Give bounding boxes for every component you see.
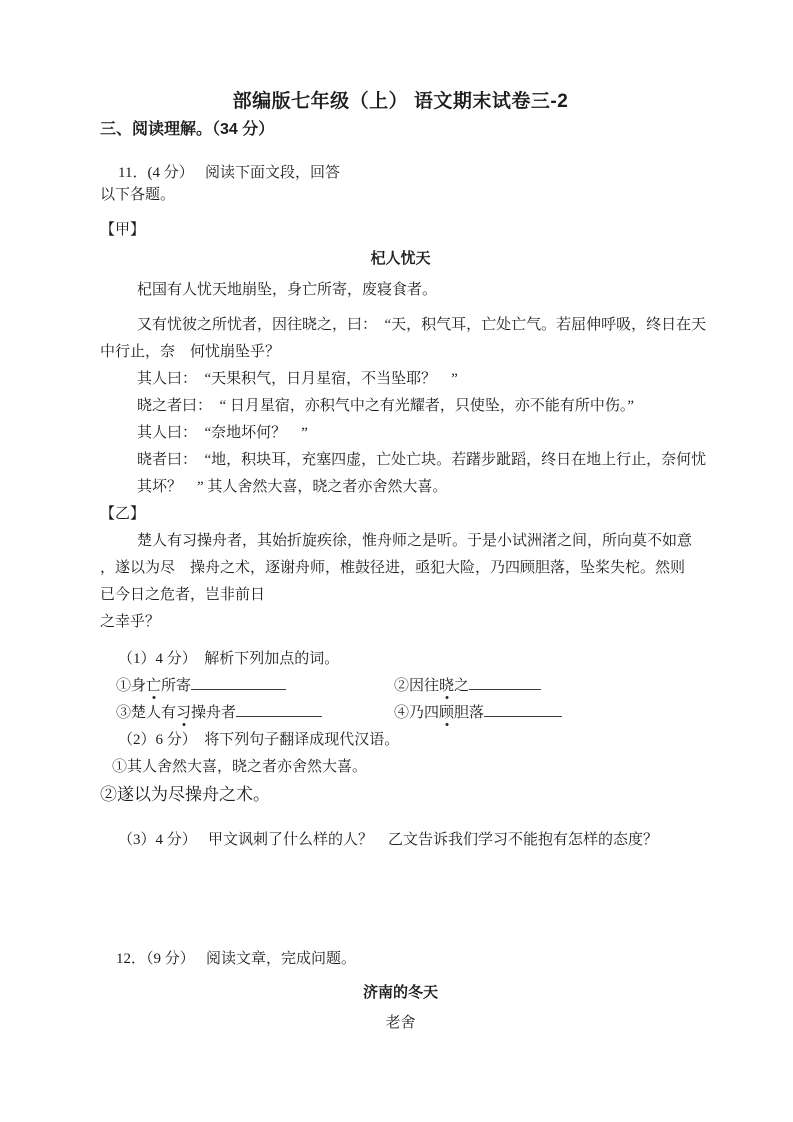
yi-passage-line: 楚人有习操舟者，其始折旋疾徐，惟舟师之是听。于是小试洲渚之间，所向莫不如意 [137,533,693,549]
word-item-2-post: 之 [454,678,470,694]
passage-jia-label: 【甲】 [100,222,146,238]
word-item-3-post: 操舟者 [191,705,237,721]
jia-passage-line: 中行止，奈 何忧崩坠乎？ [100,344,281,360]
dotted-character: 习 [176,705,192,721]
jia-passage-line: 其坏？ ” 其人舍然大喜，晓之者亦舍然大喜。 [137,479,448,495]
word-item-4-pre: ④乃四 [394,705,440,721]
jia-passage-line: 其人曰： “奈地坏何？ ” [137,425,308,441]
document-title: 部编版七年级（上） 语文期末试卷三-2 [232,91,569,112]
section-heading: 三、阅读理解。（34 分） [100,121,275,138]
answer-blank [191,675,286,690]
question-11-stem-line1: 11．(4 分） 阅读下面文段，回答 [118,165,340,181]
word-item-1 [116,673,394,700]
jia-passage-line: 其人曰： “天果积气，日月星宿，不当坠耶？ ” [137,371,458,387]
translation-sentence-2: ②遂以为尽操舟之术。 [100,785,270,804]
word-item-2-pre: ②因往 [394,678,440,694]
answer-blank [236,702,322,717]
question-11-stem-line2: 以下各题。 [100,187,176,203]
jia-passage-line: 晓者曰： “地，积块耳，充塞四虚，亡处亡块。若躇步跐蹈，终日在地上行止，奈何忧 [137,452,707,468]
word-explanation-grid [100,673,701,727]
passage-yi-label: 【乙】 [100,506,146,522]
article-author: 老舍 [385,1015,416,1031]
answer-blank [484,702,562,717]
word-item-1-post: 所寄 [161,678,192,694]
word-item-3 [116,700,394,727]
word-item-4-post: 胆落 [454,705,485,721]
sub-question-1-heading: （1）4 分） 解析下列加点的词。 [118,651,340,667]
dotted-character: 晓 [439,678,455,694]
article-title: 济南的冬天 [362,984,438,1001]
sub-question-3-heading: （3）4 分） 甲文讽刺了什么样的人？ 乙文告诉我们学习不能抱有怎样的态度？ [118,832,659,848]
dotted-character: 亡 [146,678,162,694]
yi-passage-line: ，遂以为尽 操舟之术，逐谢舟师，椎鼓径进，亟犯大险，乃四顾胆落，坠桨失柁。然则 [100,560,686,576]
word-item-3-pre: ③楚人有 [116,705,177,721]
question-12-stem: 12．（9 分） 阅读文章，完成问题。 [116,951,357,967]
jia-passage-line: 杞国有人忧天地崩坠，身亡所寄，废寝食者。 [137,282,438,298]
passage-jia-title: 杞人忧天 [370,250,431,267]
yi-passage-line: 之幸乎？ [100,614,161,630]
answer-blank [469,675,541,690]
word-item-1-pre: ①身 [116,678,147,694]
translation-sentence-1: ①其人舍然大喜，晓之者亦舍然大喜。 [112,759,368,775]
word-item-2 [394,673,701,700]
jia-passage-line: 晓之者曰： “ 日月星宿，亦积气中之有光耀者，只使坠，亦不能有所中伤。” [137,398,635,414]
sub-question-2-heading: （2）6 分） 将下列句子翻译成现代汉语。 [118,732,400,748]
yi-passage-line: 已今日之危者，岂非前日 [100,587,266,603]
dotted-character: 顾 [439,705,455,721]
word-item-4 [394,700,701,727]
jia-passage-line: 又有忧彼之所忧者，因往晓之，曰： “天，积气耳，亡处亡气。若屈伸呼吸，终日在天 [137,317,707,333]
